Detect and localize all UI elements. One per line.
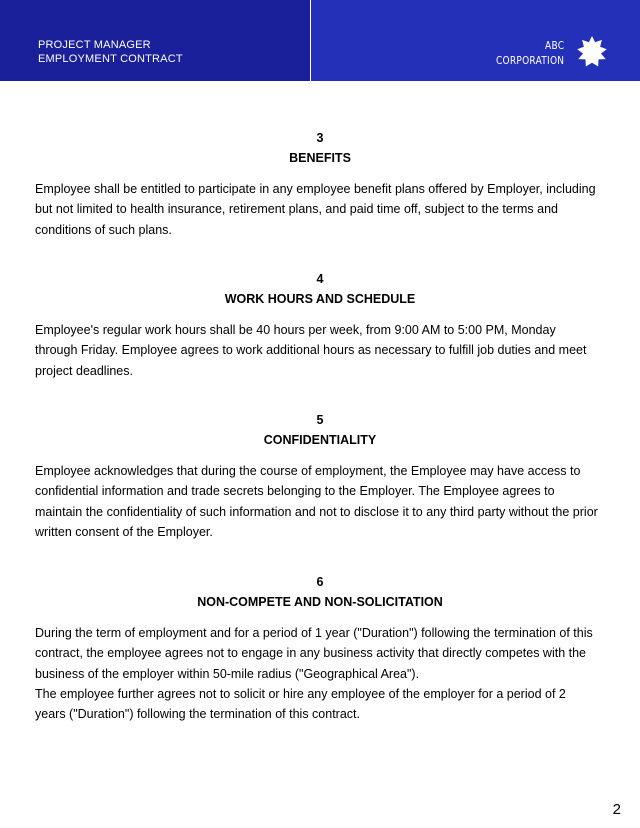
paragraph-line: contract, the employee agrees not to engage in any business activity that directly competes with the bbox=[35, 646, 587, 661]
section-confidentiality bbox=[35, 413, 605, 542]
document-title-line-2: EMPLOYMENT CONTRACT bbox=[38, 52, 183, 65]
paragraph-line: written consent of the Employer. bbox=[35, 524, 213, 539]
section-heading: WORK HOURS AND SCHEDULE bbox=[224, 292, 416, 306]
header-right-band bbox=[311, 0, 640, 81]
paragraph-line: confidential information and trade secrets belonging to the Employer. The Employee agrees to bbox=[35, 484, 555, 499]
section-non-compete bbox=[35, 575, 605, 724]
section-heading: NON-COMPETE AND NON-SOLICITATION bbox=[197, 595, 443, 609]
paragraph-line: conditions of such plans. bbox=[35, 222, 172, 237]
header-left-band bbox=[0, 0, 310, 81]
starburst-icon bbox=[574, 35, 610, 71]
paragraph-line: years ("Duration") following the termination of this contract. bbox=[35, 707, 360, 722]
page-header bbox=[0, 0, 640, 81]
section-work-hours bbox=[35, 272, 605, 381]
section-number: 5 bbox=[316, 413, 324, 427]
paragraph-line: Employee acknowledges that during the course of employment, the Employee may have access to bbox=[35, 464, 581, 478]
section-paragraph bbox=[35, 461, 605, 542]
company-name-line-2: CORPORATION bbox=[495, 54, 564, 67]
section-number: 6 bbox=[316, 575, 324, 589]
paragraph-line: project deadlines. bbox=[35, 363, 133, 378]
paragraph-line: Employee's regular work hours shall be 40 hours per week, from 9:00 AM to 5:00 PM, Monday bbox=[35, 323, 556, 337]
section-number: 3 bbox=[316, 131, 324, 145]
paragraph-line: through Friday. Employee agrees to work additional hours as necessary to fulfill job duties and meet bbox=[35, 343, 587, 358]
section-benefits bbox=[35, 131, 605, 240]
document-title bbox=[38, 39, 183, 66]
document-title-line-1: PROJECT MANAGER bbox=[38, 39, 151, 51]
section-paragraph bbox=[35, 623, 605, 724]
section-heading: BENEFITS bbox=[289, 151, 351, 165]
paragraph-line: Employee shall be entitled to participate in any employee benefit plans offered by Employer, including bbox=[35, 182, 596, 196]
paragraph-line: business of the employer within 50-mile radius ("Geographical Area"). bbox=[35, 666, 420, 681]
company-name-line-1: ABC bbox=[544, 39, 564, 52]
paragraph-line: During the term of employment and for a period of 1 year ("Duration") following the termination of this bbox=[35, 626, 593, 640]
section-paragraph bbox=[35, 179, 605, 240]
section-heading: CONFIDENTIALITY bbox=[263, 433, 377, 447]
company-name bbox=[496, 38, 564, 68]
section-number: 4 bbox=[316, 272, 324, 286]
page-number: 2 bbox=[612, 801, 621, 818]
paragraph-line: The employee further agrees not to solicit or hire any employee of the employer for a period of 2 bbox=[35, 686, 566, 701]
section-paragraph bbox=[35, 320, 605, 381]
paragraph-line: but not limited to health insurance, retirement plans, and paid time off, subject to the terms and bbox=[35, 202, 558, 217]
paragraph-line: maintain the confidentiality of such information and not to disclose it to any third party without the prior bbox=[35, 504, 598, 519]
